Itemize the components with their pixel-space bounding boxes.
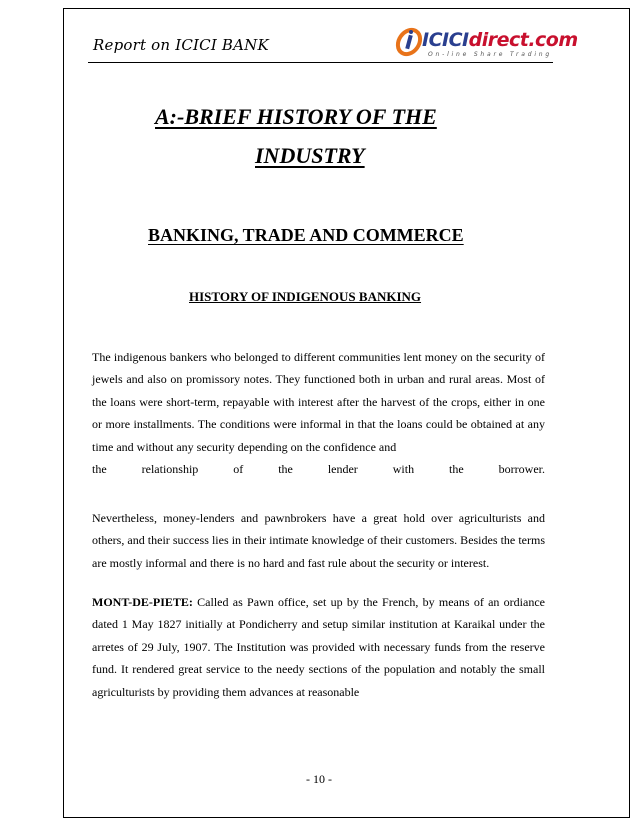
logo-direct-text: direct.com <box>468 29 578 51</box>
word: of <box>233 462 244 477</box>
paragraph-indigenous-bankers <box>92 346 545 480</box>
word: borrower. <box>498 462 545 477</box>
logo-wordmark <box>422 29 578 51</box>
header-rule <box>88 62 553 63</box>
paragraph-mont-de-piete <box>92 591 545 703</box>
logo-swoosh-icon <box>394 27 424 57</box>
icici-direct-logo <box>394 27 578 59</box>
paragraph-1-text: The indigenous bankers who belonged to different communities lent money on the security of jewels and also on promissory notes. They functioned both in urban and rural areas. Most of the loans were short-term, repayable with interest after the harvest of the crops, either in one or more installments. The conditions were informal in that the loans could be obtained at any time and without any security depending on the confidence and <box>92 350 545 454</box>
word: lender <box>327 462 358 477</box>
paragraph-3-lead: MONT-DE-PIETE: <box>92 595 193 609</box>
page-title-line-2: INDUSTRY <box>255 143 365 168</box>
word: with <box>392 462 415 477</box>
section-heading: HISTORY OF INDIGENOUS BANKING <box>189 289 422 304</box>
word: relationship <box>141 462 199 477</box>
word: the <box>278 462 293 477</box>
subheading: BANKING, TRADE AND COMMERCE <box>148 225 464 245</box>
logo-icici-text: ICICI <box>422 29 469 51</box>
page-header <box>88 25 578 65</box>
word: the <box>92 462 107 477</box>
paragraph-1-last-line <box>92 458 545 480</box>
page-number: - 10 - <box>306 772 332 786</box>
paragraph-money-lenders: Nevertheless, money-lenders and pawnbrokers have a great hold over agriculturists and others, and their success lies in their intimate knowledge of their customers. Besides the terms are mostly informal and there is no hard and fast rule about the security or interest. <box>92 511 545 570</box>
page-title-line-1: A:-BRIEF HISTORY OF THE <box>155 104 437 129</box>
word: the <box>449 462 464 477</box>
paragraph-3-text: Called as Pawn office, set up by the French, by means of an ordiance dated 1 May 1827 initially at Pondicherry and setup similar institution at Karaikal under the arretes of 29 July, 1907. The Institution was provided with necessary funds from the reserve fund. It rendered great service to the needy sections of the population and notably the small agriculturists by providing them advances at reasonable <box>92 595 545 699</box>
header-title: Report on ICICI BANK <box>93 36 269 54</box>
logo-tagline: On-line Share Trading <box>428 51 553 58</box>
